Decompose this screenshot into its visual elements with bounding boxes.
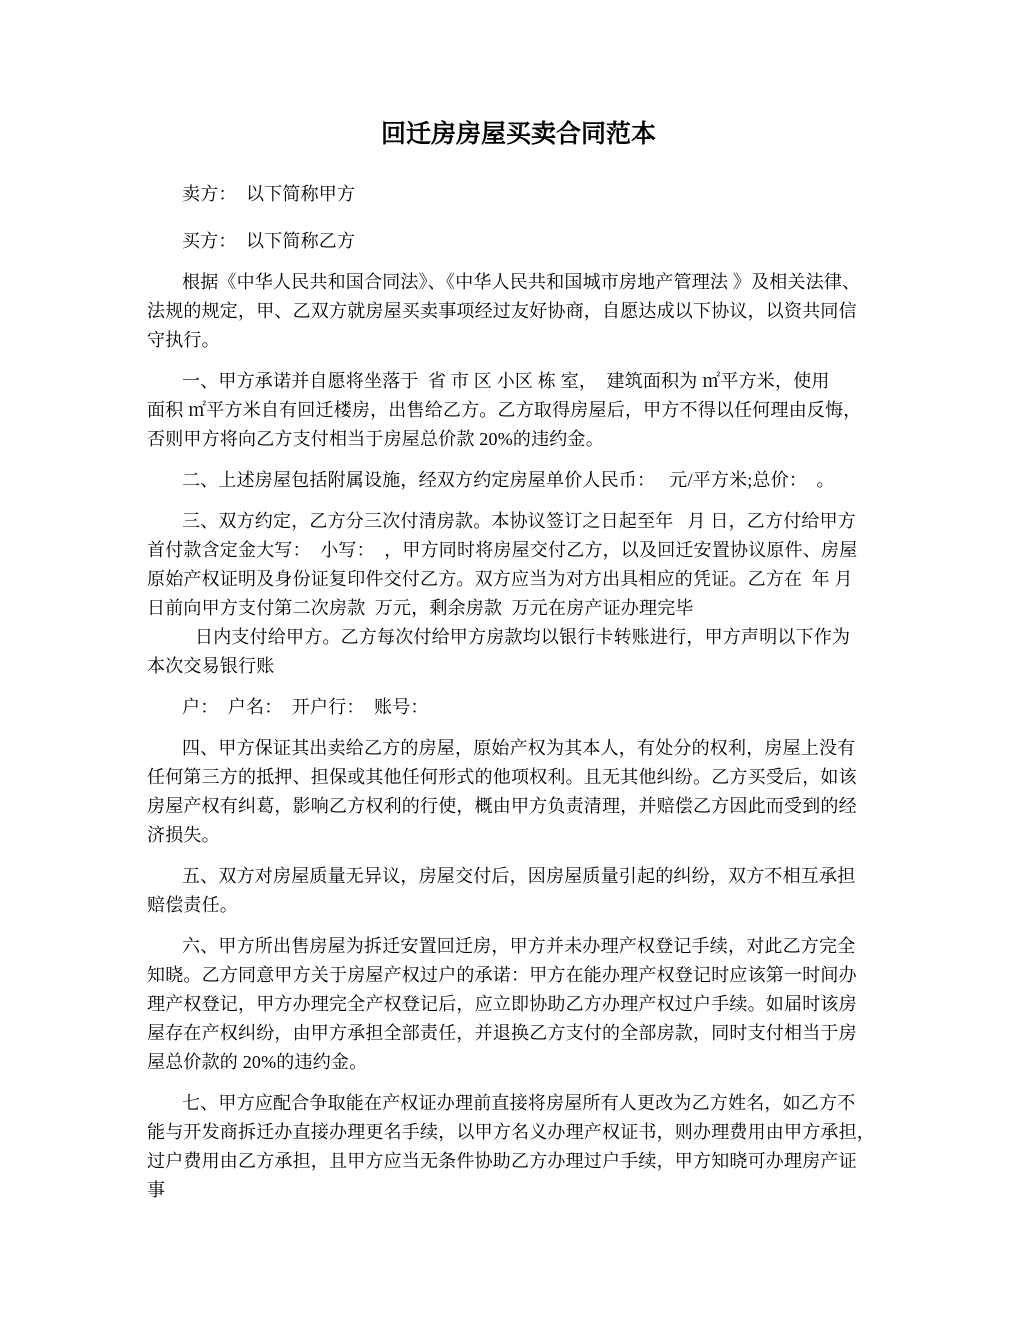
text-line: 六、甲方所出售房屋为拆迁安置回迁房，甲方并未办理产权登记手续，对此乙方完全 bbox=[182, 936, 856, 956]
text-line: 原始产权证明及身份证复印件交付乙方。双方应当为对方出具相应的凭证。乙方在 年 月 bbox=[147, 569, 853, 589]
text-line: 济损失。 bbox=[147, 825, 220, 845]
text-line: 买方： 以下简称乙方 bbox=[182, 231, 356, 251]
text-line: 本次交易银行账 bbox=[147, 656, 275, 676]
paragraph-preamble bbox=[147, 268, 890, 355]
text-line: 理产权登记，甲方办理完全产权登记后，应立即协助乙方办理产权过户手续。如届时该房 bbox=[147, 994, 857, 1014]
text-line: 七、甲方应配合争取能在产权证办理前直接将房屋所有人更改为乙方姓名，如乙方不 bbox=[182, 1093, 856, 1113]
text-line: 日前向甲方支付第二次房款 万元，剩余房款 万元在房产证办理完毕 bbox=[147, 598, 694, 618]
text-line: 一、甲方承诺并自愿将坐落于 省 市 区 小区 栋 室， 建筑面积为 ㎡平方米，使用 bbox=[182, 371, 830, 391]
paragraph-clause-7 bbox=[147, 1089, 890, 1205]
text-line: 户： 户名： 开户行： 账号： bbox=[182, 697, 429, 717]
text-line: 屋存在产权纠纷，由甲方承担全部责任，并退换乙方支付的全部房款，同时支付相当于房 bbox=[147, 1023, 857, 1043]
text-line: 守执行。 bbox=[147, 330, 220, 350]
text-line: 任何第三方的抵押、担保或其他任何形式的他项权利。且无其他纠纷。乙方买受后，如该 bbox=[147, 767, 857, 787]
paragraph-clause-6 bbox=[147, 932, 890, 1077]
paragraph-clause-1 bbox=[147, 367, 890, 454]
text-line: 日内支付给甲方。乙方每次付给甲方房款均以银行卡转账进行，甲方声明以下作为 bbox=[195, 627, 851, 647]
text-line: 知晓。乙方同意甲方关于房屋产权过户的承诺：甲方在能办理产权登记时应该第一时间办 bbox=[147, 965, 857, 985]
text-line: 屋总价款的 20%的违约金。 bbox=[147, 1052, 368, 1072]
text-line: 四、甲方保证其出卖给乙方的房屋，原始产权为其本人，有处分的权利，房屋上没有 bbox=[182, 738, 856, 758]
paragraph-party-buyer bbox=[147, 227, 890, 256]
text-line: 二、上述房屋包括附属设施，经双方约定房屋单价人民币： 元/平方米;总价： 。 bbox=[182, 470, 835, 490]
text-line: 否则甲方将向乙方支付相当于房屋总价款 20%的违约金。 bbox=[147, 429, 604, 449]
paragraph-clause-3 bbox=[147, 507, 890, 623]
text-line: 法规的规定，甲、乙双方就房屋买卖事项经过友好协商，自愿达成以下协议，以资共同信 bbox=[147, 301, 857, 321]
text-line: 首付款含定金大写： 小写： ，甲方同时将房屋交付乙方，以及回迁安置协议原件、房屋 bbox=[147, 540, 858, 560]
text-line: 根据《中华人民共和国合同法》、《中华人民共和国城市房地产管理法 》及相关法律、 bbox=[182, 272, 861, 292]
text-line: 房屋产权有纠葛，影响乙方权利的行使，概由甲方负责清理，并赔偿乙方因此而受到的经 bbox=[147, 796, 857, 816]
text-line: 五、双方对房屋质量无异议，房屋交付后，因房屋质量引起的纠纷，双方不相互承担 bbox=[182, 866, 856, 886]
text-line: 面积 ㎡平方米自有回迁楼房，出售给乙方。乙方取得房屋后，甲方不得以任何理由反悔， bbox=[147, 400, 862, 420]
text-line: 过户费用由乙方承担，且甲方应当无条件协助乙方办理过户手续，甲方知晓可办理房产证 bbox=[147, 1151, 857, 1171]
document-title: 回迁房房屋买卖合同范本 bbox=[380, 121, 656, 148]
text-line: 事 bbox=[147, 1180, 166, 1200]
text-line: 能与开发商拆迁办直接办理更名手续，以甲方名义办理产权证书，则办理费用由甲方承担， bbox=[147, 1122, 875, 1142]
paragraph-clause-5 bbox=[147, 862, 890, 920]
paragraph-party-seller bbox=[147, 180, 890, 209]
paragraph-clause-3-continuation bbox=[147, 623, 890, 681]
text-line: 赔偿责任。 bbox=[147, 895, 238, 915]
paragraph-bank-account bbox=[147, 693, 890, 722]
paragraph-clause-2 bbox=[147, 466, 890, 495]
text-line: 三、双方约定，乙方分三次付清房款。本协议签订之日起至年 月 日，乙方付给甲方 bbox=[182, 511, 856, 531]
paragraph-clause-4 bbox=[147, 734, 890, 850]
text-line: 卖方： 以下简称甲方 bbox=[182, 184, 356, 204]
